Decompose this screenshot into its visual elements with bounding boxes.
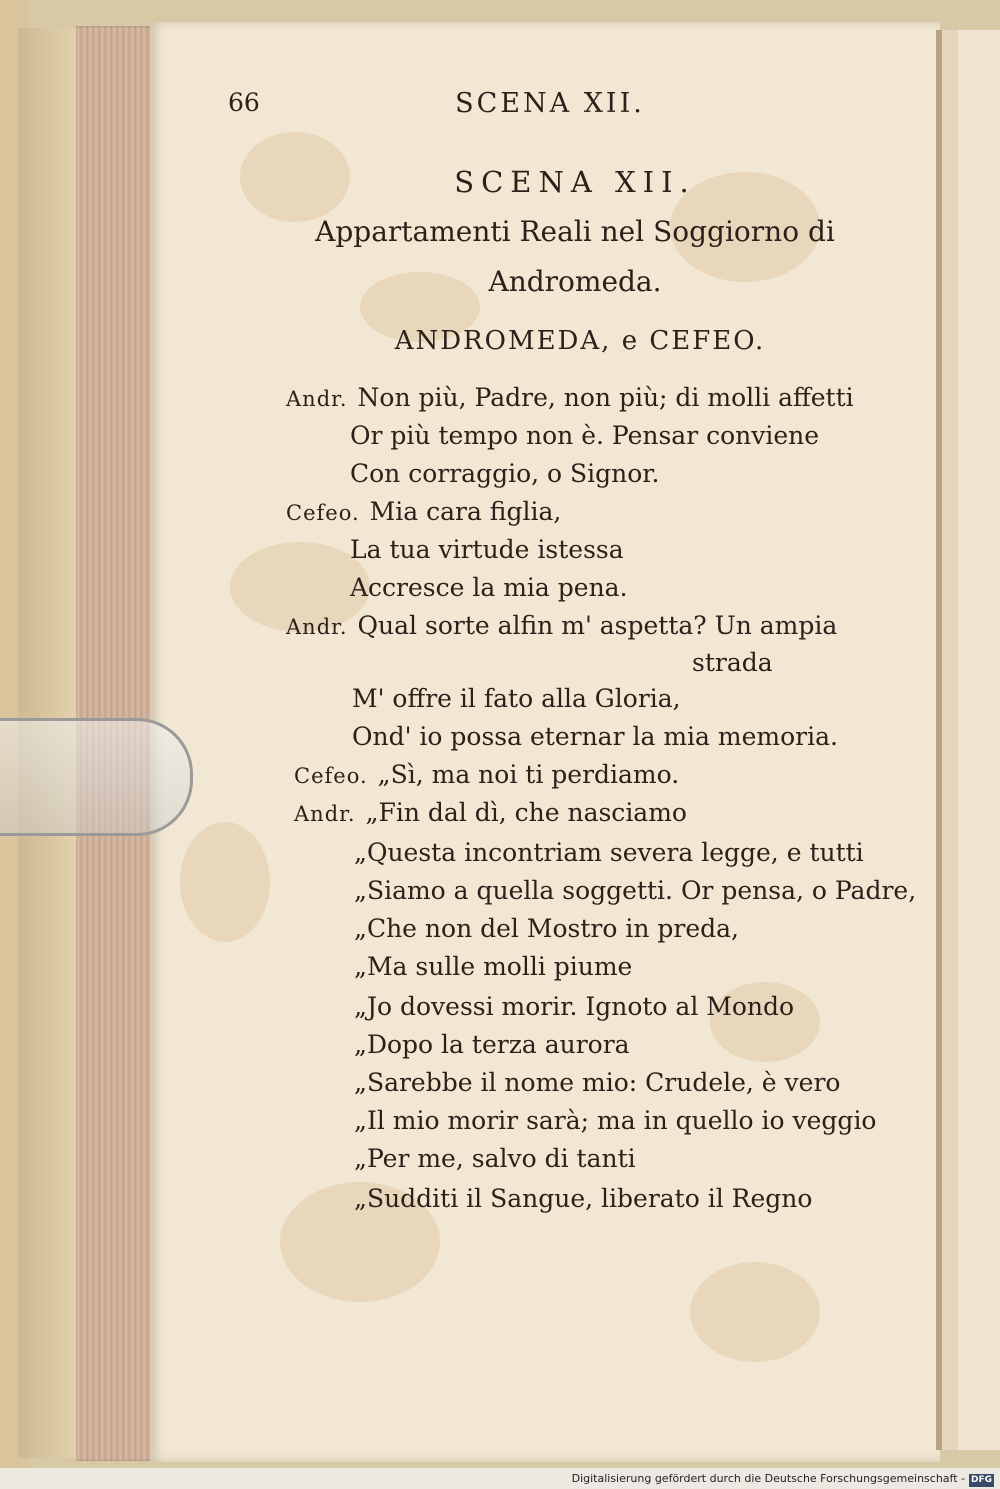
verse-text: Qual sorte alfin m' aspetta? Un ampia — [357, 611, 838, 640]
verse-line — [350, 421, 819, 450]
verse-line — [354, 1184, 812, 1213]
verse-text: „Il mio morir sarà; ma in quello io veggio — [354, 1106, 877, 1135]
verse-text: „Siamo a quella soggetti. Or pensa, o Padre, — [354, 876, 917, 905]
verse-line — [352, 684, 681, 713]
verse-text: „Che non del Mostro in preda, — [354, 914, 739, 943]
scene-title: SCENA XII. — [454, 165, 696, 199]
credit-text: Digitalisierung gefördert durch die Deutsche Forschungsgemeinschaft - — [571, 1472, 965, 1485]
verse-line-turnover — [692, 648, 773, 677]
verse-line — [354, 1030, 630, 1059]
speaker-name: Cefeo. — [286, 501, 360, 525]
verse-text: „Jo dovessi morir. Ignoto al Mondo — [354, 992, 795, 1021]
verse-text: Non più, Padre, non più; di molli affetti — [357, 383, 854, 412]
verse-text: „Sarebbe il nome mio: Crudele, è vero — [354, 1068, 841, 1097]
speaker-name: Cefeo. — [294, 764, 368, 788]
speaker-name: Andr. — [286, 615, 348, 639]
verse-line — [354, 914, 739, 943]
verse-line — [354, 1144, 636, 1173]
verse-line — [286, 497, 561, 526]
verse-text: M' offre il fato alla Gloria, — [352, 684, 681, 713]
speaker-name: Andr. — [286, 387, 348, 411]
verse-line — [354, 992, 794, 1021]
verse-line — [350, 535, 624, 564]
verse-line — [350, 573, 628, 602]
verse-text: Mia cara figlia, — [369, 497, 562, 526]
verse-line — [354, 1068, 840, 1097]
dfg-logo: DFG — [970, 1475, 992, 1485]
verse-line — [286, 383, 854, 412]
verse-line — [354, 1106, 877, 1135]
verse-line — [350, 459, 659, 488]
verse-text: Con corraggio, o Signor. — [350, 459, 660, 488]
verse-text: La tua virtude istessa — [350, 535, 624, 564]
verse-text: „Ma sulle molli piume — [354, 952, 633, 981]
verse-line — [352, 722, 838, 751]
page-number: 66 — [228, 88, 260, 117]
verse-text: Ond' io possa eternar la mia memoria. — [352, 722, 838, 751]
verse-line — [294, 760, 679, 789]
verse-text: „Sudditi il Sangue, liberato il Regno — [354, 1184, 813, 1213]
verse-text: „Questa incontriam severa legge, e tutti — [354, 838, 864, 867]
speaker-name: Andr. — [294, 802, 356, 826]
verse-text: strada — [692, 648, 773, 677]
scene-location: Appartamenti Reali nel Soggiorno di — [315, 215, 835, 248]
verse-line — [286, 611, 837, 640]
verse-text: Accresce la mia pena. — [350, 573, 628, 602]
scene-location-continued: Andromeda. — [488, 265, 662, 298]
digitization-credit — [0, 1468, 1000, 1489]
verse-text: „Dopo la terza aurora — [354, 1030, 630, 1059]
running-header: SCENA XII. — [455, 88, 645, 119]
verse-text: „Sì, ma noi ti perdiamo. — [377, 760, 680, 789]
verse-line — [294, 798, 687, 827]
verse-text: Or più tempo non è. Pensar conviene — [350, 421, 820, 450]
verse-line — [354, 876, 916, 905]
verse-line — [354, 838, 864, 867]
verse-text: „Fin dal dì, che nasciamo — [365, 798, 687, 827]
verse-line — [354, 952, 632, 981]
characters-list: ANDROMEDA, e CEFEO. — [394, 326, 766, 356]
verse-text: „Per me, salvo di tanti — [354, 1144, 636, 1173]
